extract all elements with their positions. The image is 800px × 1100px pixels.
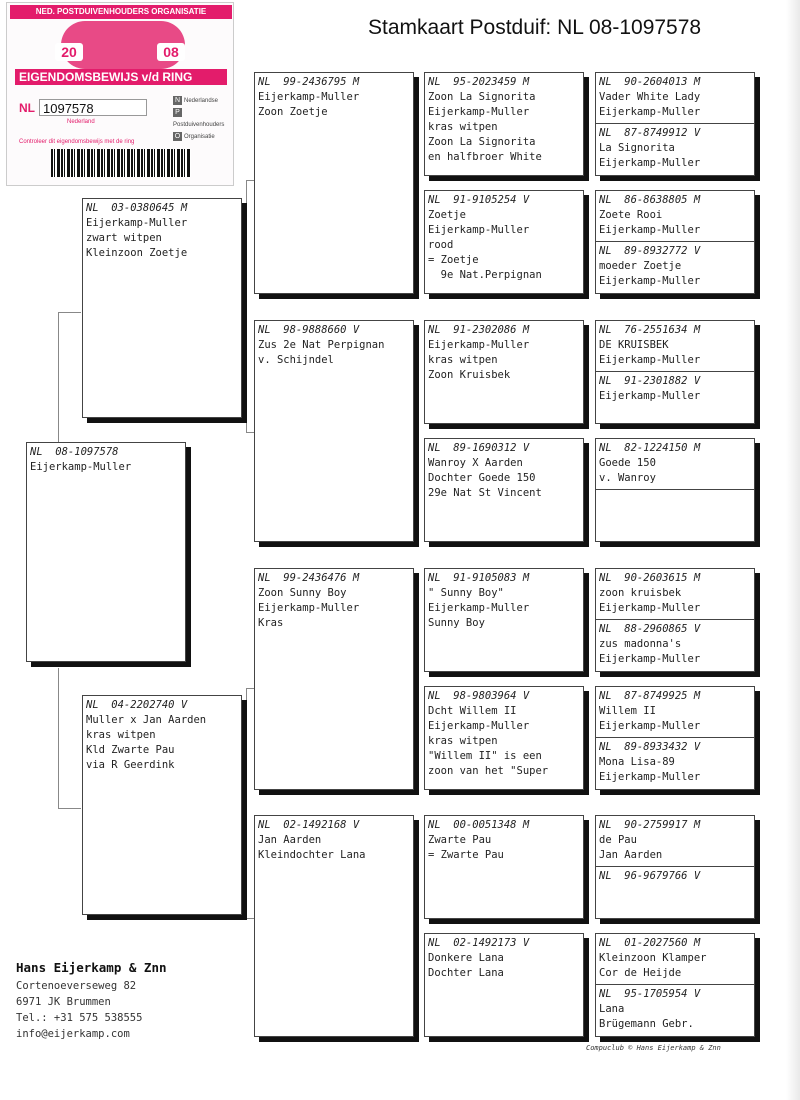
npo-line: Postduivenhouders: [173, 122, 225, 128]
pair-lower: [596, 620, 754, 667]
ring-number: NL 03-0380645 M: [86, 202, 188, 214]
detail-line: Eijerkamp-Muller: [599, 275, 701, 287]
pigeon-card-fm: [254, 320, 414, 542]
pigeon-details: [425, 833, 583, 863]
pigeon-details: [83, 216, 241, 261]
pigeon-card-pair-3: [595, 320, 755, 424]
ring-number: NL 90-2603615 M: [599, 572, 701, 584]
ring-number: NL 08-1097578: [30, 446, 119, 458]
detail-line: Zoon Zoetje: [258, 106, 328, 118]
pigeon-details: [425, 338, 583, 383]
pigeon-details: [596, 338, 754, 368]
detail-line: moeder Zoetje: [599, 260, 682, 272]
pigeon-details: [596, 90, 754, 120]
detail-line: Goede 150: [599, 457, 656, 469]
pigeon-details: [596, 259, 754, 289]
pigeon-details: [425, 586, 583, 631]
detail-line: Dochter Lana: [428, 967, 504, 979]
pair-lower: [596, 985, 754, 1032]
pigeon-details: [596, 951, 754, 981]
ring-number: [596, 490, 754, 492]
npo-line: Organisatie: [184, 134, 215, 140]
detail-line: Brügemann Gebr.: [599, 1018, 694, 1030]
detail-line: zoon van het "Super: [428, 765, 549, 777]
ring-number: NL 88-2960865 V: [599, 623, 701, 635]
label-country: Nederland: [67, 119, 95, 125]
detail-line: Kleinzoon Zoetje: [86, 247, 188, 259]
pigeon-details: [596, 833, 754, 863]
pigeon-details: [425, 456, 583, 501]
ring-ownership-label: [6, 2, 234, 186]
detail-line: kras witpen: [428, 121, 498, 133]
ring-number: NL 95-2023459 M: [428, 76, 530, 88]
detail-line: Zwarte Pau: [428, 834, 492, 846]
detail-line: Eijerkamp-Muller: [258, 602, 360, 614]
pigeon-card-mmf: [424, 815, 584, 919]
pigeon-details: [596, 141, 754, 171]
detail-line: Cor de Heijde: [599, 967, 682, 979]
ring-number: NL 98-9803964 V: [428, 690, 530, 702]
ring-number: NL 90-2604013 M: [599, 76, 701, 88]
label-npo-block: [173, 95, 233, 143]
ring-number: NL 76-2551634 M: [599, 324, 701, 336]
detail-line: Eijerkamp-Muller: [599, 771, 701, 783]
detail-line: kras witpen: [86, 729, 156, 741]
pigeon-card-mff: [424, 568, 584, 672]
ring-number: NL 98-9888660 V: [258, 324, 360, 336]
pigeon-card-pair-1: [595, 72, 755, 176]
detail-line: Kld Zwarte Pau: [86, 744, 175, 756]
detail-line: " Sunny Boy": [428, 587, 504, 599]
pair-lower: [596, 372, 754, 404]
detail-line: Zoon La Signorita: [428, 136, 536, 148]
detail-line: Jan Aarden: [599, 849, 663, 861]
pigeon-card-mfm: [424, 686, 584, 790]
detail-line: Wanroy X Aarden: [428, 457, 523, 469]
detail-line: Willem II: [599, 705, 656, 717]
detail-line: Eijerkamp-Muller: [86, 217, 188, 229]
detail-line: Kleindochter Lana: [258, 849, 366, 861]
pigeon-details: [255, 90, 413, 120]
detail-line: v. Schijndel: [258, 354, 334, 366]
ring-number: NL 86-8638805 M: [599, 194, 701, 206]
owner-postcode: 6971 JK Brummen: [16, 996, 111, 1008]
detail-line: Lana: [599, 1003, 625, 1015]
pigeon-details: [596, 704, 754, 734]
label-country-code: NL: [19, 101, 35, 115]
pair-lower: [596, 867, 754, 884]
ring-number: NL 99-2436795 M: [258, 76, 360, 88]
pigeon-details: [255, 833, 413, 863]
pigeon-card-mmm: [424, 933, 584, 1037]
detail-line: Zus 2e Nat Perpignan: [258, 339, 385, 351]
pigeon-card-fmf: [424, 320, 584, 424]
ring-number: NL 00-0051348 M: [428, 819, 530, 831]
owner-block: [16, 958, 167, 1042]
pigeon-card-mf: [254, 568, 414, 790]
detail-line: Eijerkamp-Muller: [599, 157, 701, 169]
ring-number: NL 89-1690312 V: [428, 442, 530, 454]
detail-line: Zoon La Signorita: [428, 91, 536, 103]
detail-line: kras witpen: [428, 354, 498, 366]
pigeon-details: [596, 755, 754, 785]
pigeon-details: [596, 456, 754, 486]
pigeon-details: [425, 208, 583, 283]
detail-line: "Willem II" is een: [428, 750, 542, 762]
owner-name: Hans Eijerkamp & Znn: [16, 960, 167, 975]
detail-line: Eijerkamp-Muller: [599, 602, 701, 614]
pigeon-details: [425, 90, 583, 165]
label-year-right: 08: [157, 43, 185, 61]
barcode-icon: [51, 149, 191, 177]
connector-line: [58, 668, 81, 809]
detail-line: zus madonna's: [599, 638, 682, 650]
pigeon-card-pair-8: [595, 933, 755, 1037]
pigeon-details: [596, 586, 754, 616]
pigeon-card-ffm: [424, 190, 584, 294]
detail-line: La Signorita: [599, 142, 675, 154]
detail-line: Vader White Lady: [599, 91, 701, 103]
detail-line: = Zwarte Pau: [428, 849, 504, 861]
ring-number: NL 91-2301882 V: [599, 375, 701, 387]
detail-line: Donkere Lana: [428, 952, 504, 964]
detail-line: en halfbroer White: [428, 151, 542, 163]
pigeon-card-father: [82, 198, 242, 418]
detail-line: Eijerkamp-Muller: [258, 91, 360, 103]
npo-letter-p: P: [173, 108, 182, 117]
pair-lower: [596, 124, 754, 171]
ring-number: NL 89-8933432 V: [599, 741, 701, 753]
detail-line: 9e Nat.Perpignan: [428, 269, 542, 281]
npo-letter-n: N: [174, 97, 181, 104]
pigeon-card-subject: [26, 442, 186, 662]
label-check-text: Controleer dit eigendomsbewijs met de ring: [19, 139, 135, 145]
ring-number: NL 91-9105254 V: [428, 194, 530, 206]
pigeon-details: [596, 1002, 754, 1032]
detail-line: kras witpen: [428, 735, 498, 747]
npo-line: Nederlandse: [184, 98, 219, 104]
pair-lower: [596, 242, 754, 289]
pigeon-card-fff: [424, 72, 584, 176]
detail-line: Eijerkamp-Muller: [30, 461, 132, 473]
detail-line: v. Wanroy: [599, 472, 656, 484]
ring-number: NL 04-2202740 V: [86, 699, 188, 711]
detail-line: Zoon Sunny Boy: [258, 587, 347, 599]
detail-line: Eijerkamp-Muller: [599, 653, 701, 665]
detail-line: Eijerkamp-Muller: [428, 224, 530, 236]
pigeon-details: [596, 389, 754, 404]
detail-line: Mona Lisa-89: [599, 756, 675, 768]
ring-number: NL 82-1224150 M: [599, 442, 701, 454]
detail-line: de Pau: [599, 834, 637, 846]
pigeon-details: [425, 704, 583, 779]
pigeon-card-mother: [82, 695, 242, 915]
pigeon-card-fmm: [424, 438, 584, 542]
connector-line: [58, 312, 81, 443]
pigeon-card-ff: [254, 72, 414, 294]
pigeon-details: [83, 713, 241, 773]
detail-line: rood: [428, 239, 454, 251]
pigeon-details: [255, 338, 413, 368]
detail-line: Kleinzoon Klamper: [599, 952, 707, 964]
pigeon-details: [255, 586, 413, 631]
ring-number: NL 02-1492168 V: [258, 819, 360, 831]
pigeon-details: [425, 951, 583, 981]
detail-line: Zoete Rooi: [599, 209, 663, 221]
pigeon-card-pair-6: [595, 686, 755, 790]
pair-lower: [596, 490, 754, 492]
ring-number: NL 91-9105083 M: [428, 572, 530, 584]
detail-line: Eijerkamp-Muller: [428, 720, 530, 732]
detail-line: Muller x Jan Aarden: [86, 714, 207, 726]
detail-line: Kras: [258, 617, 284, 629]
npo-letter-o: O: [174, 133, 181, 140]
pigeon-details: [596, 208, 754, 238]
detail-line: Eijerkamp-Muller: [599, 390, 701, 402]
ring-number: NL 99-2436476 M: [258, 572, 360, 584]
ring-number: NL 87-8749912 V: [599, 127, 701, 139]
label-org-banner: NED. POSTDUIVENHOUDERS ORGANISATIE: [10, 5, 232, 19]
detail-line: 29e Nat St Vincent: [428, 487, 542, 499]
detail-line: Eijerkamp-Muller: [599, 354, 701, 366]
owner-phone: Tel.: +31 575 538555: [16, 1012, 143, 1024]
detail-line: Dochter Goede 150: [428, 472, 536, 484]
pigeon-card-pair-5: [595, 568, 755, 672]
footer-credit: Compuclub © Hans Eijerkamp & Znn: [586, 1044, 721, 1052]
ring-number: NL 01-2027560 M: [599, 937, 701, 949]
ring-number: NL 95-1705954 V: [599, 988, 701, 1000]
ring-number: NL 02-1492173 V: [428, 937, 530, 949]
pigeon-card-pair-7: [595, 815, 755, 919]
page-title: Stamkaart Postduif: NL 08-1097578: [368, 16, 702, 39]
detail-line: DE KRUISBEK: [599, 339, 669, 351]
detail-line: zoon kruisbek: [599, 587, 682, 599]
ring-number: NL 90-2759917 M: [599, 819, 701, 831]
detail-line: Zoon Kruisbek: [428, 369, 511, 381]
ring-number: NL 89-8932772 V: [599, 245, 701, 257]
ring-number: NL 96-9679766 V: [599, 870, 701, 882]
detail-line: via R Geerdink: [86, 759, 175, 771]
detail-line: Sunny Boy: [428, 617, 485, 629]
page-edge-shadow: [786, 0, 800, 1100]
pigeon-card-pair-4: [595, 438, 755, 542]
pigeon-details: [27, 460, 185, 475]
detail-line: Eijerkamp-Muller: [428, 106, 530, 118]
detail-line: Zoetje: [428, 209, 466, 221]
pigeon-details: [596, 637, 754, 667]
detail-line: Jan Aarden: [258, 834, 322, 846]
detail-line: Eijerkamp-Muller: [428, 339, 530, 351]
ring-number: NL 91-2302086 M: [428, 324, 530, 336]
detail-line: Eijerkamp-Muller: [599, 720, 701, 732]
detail-line: Eijerkamp-Muller: [428, 602, 530, 614]
detail-line: Dcht Willem II: [428, 705, 517, 717]
label-year-left: 20: [55, 43, 83, 61]
ring-number: NL 87-8749925 M: [599, 690, 701, 702]
detail-line: Eijerkamp-Muller: [599, 224, 701, 236]
pigeon-card-mm: [254, 815, 414, 1037]
detail-line: Eijerkamp-Muller: [599, 106, 701, 118]
pair-lower: [596, 738, 754, 785]
owner-email: info@eijerkamp.com: [16, 1028, 130, 1040]
detail-line: zwart witpen: [86, 232, 162, 244]
pigeon-card-pair-2: [595, 190, 755, 294]
detail-line: = Zoetje: [428, 254, 479, 266]
owner-address: Cortenoeverseweg 82: [16, 980, 137, 992]
label-type-banner: EIGENDOMSBEWIJS v/d RING: [15, 69, 227, 85]
label-ring-number: 1097578: [39, 99, 147, 116]
